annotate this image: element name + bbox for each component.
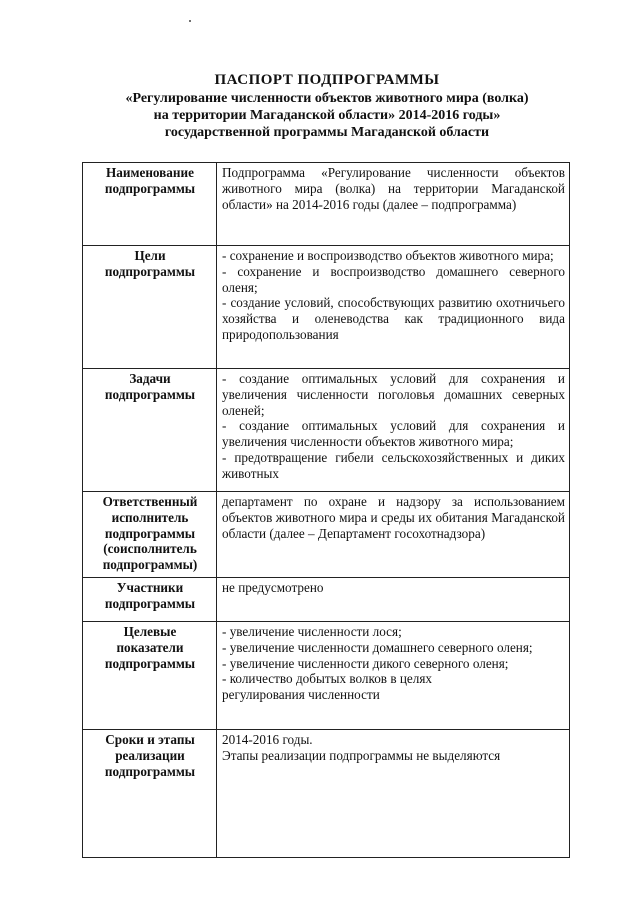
row-label-line: подпрограммы bbox=[104, 263, 196, 279]
row-value-line: - сохранение и воспроизводство объектов животного мира; bbox=[222, 248, 554, 263]
passport-row-terms bbox=[83, 730, 570, 858]
row-value-line: - увеличение численности домашнего северного оленя; bbox=[222, 639, 533, 655]
row-value bbox=[217, 369, 570, 492]
row-label-line: Участники bbox=[116, 580, 184, 595]
row-value-line: - количество добытых волков в целях bbox=[222, 671, 432, 687]
row-label-line: Цели bbox=[134, 248, 166, 263]
row-value-line: - создание условий, способствующих развитию охотничьего хозяйства и оленеводства как традиционного вида природопользования bbox=[222, 295, 565, 342]
row-label bbox=[83, 492, 217, 578]
row-value-line: не предусмотрено bbox=[222, 580, 324, 595]
row-label bbox=[83, 246, 217, 369]
subtitle-line: на территории Магаданской области» 2014-2016 годы» bbox=[153, 108, 501, 123]
row-label-line: (соисполнитель bbox=[103, 541, 197, 557]
row-value-line: 2014-2016 годы. bbox=[222, 732, 313, 747]
row-value-line: - сохранение и воспроизводство домашнего северного оленя; bbox=[222, 263, 565, 295]
row-value-line: - предотвращение гибели сельскохозяйственных и диких животных bbox=[222, 449, 565, 481]
document-heading bbox=[60, 72, 594, 141]
row-label-line: Задачи bbox=[129, 371, 171, 386]
row-label-line: Наименование bbox=[106, 165, 194, 180]
row-label-line: Ответственный bbox=[102, 494, 198, 509]
row-value bbox=[217, 730, 570, 858]
row-label-line: подпрограммы) bbox=[102, 557, 198, 573]
passport-row-indicators bbox=[83, 622, 570, 730]
row-value-line: Этапы реализации подпрограммы не выделяются bbox=[222, 747, 501, 763]
row-label bbox=[83, 730, 217, 858]
row-value bbox=[217, 578, 570, 622]
row-label-line: Сроки и этапы bbox=[105, 732, 195, 747]
passport-row-name bbox=[83, 163, 570, 246]
row-value-line: регулирования численности bbox=[222, 687, 380, 703]
row-value-line: - создание оптимальных условий для сохранения и увеличения численности объектов животного мира; bbox=[222, 418, 565, 450]
row-label bbox=[83, 578, 217, 622]
row-label bbox=[83, 163, 217, 246]
row-label-line: показатели bbox=[116, 639, 184, 655]
row-label-line: подпрограммы bbox=[104, 180, 196, 196]
page-title: ПАСПОРТ ПОДПРОГРАММЫ bbox=[214, 72, 440, 88]
row-label-line: подпрограммы bbox=[104, 386, 196, 402]
row-label-line: реализации bbox=[115, 747, 185, 763]
row-label bbox=[83, 622, 217, 730]
row-value bbox=[217, 163, 570, 246]
row-value-line: Подпрограмма «Регулирование численности объектов животного мира (волка) на территории Магаданской области» на 2014-2016 годы (далее – подпрограмма) bbox=[222, 165, 565, 212]
row-label bbox=[83, 369, 217, 492]
row-value bbox=[217, 246, 570, 369]
row-value-line: департамент по охране и надзору за использованием объектов животного мира и среды их обитания Магаданской области (далее – Департамент госохотнадзора) bbox=[222, 494, 565, 541]
row-label-line: подпрограммы bbox=[104, 525, 196, 541]
row-value bbox=[217, 622, 570, 730]
subtitle-line: государственной программы Магаданской области bbox=[164, 125, 490, 140]
row-value-line: - увеличение численности лося; bbox=[222, 624, 402, 639]
row-label-line: подпрограммы bbox=[104, 763, 196, 779]
row-value-line: - увеличение численности дикого северного оленя; bbox=[222, 655, 509, 671]
row-label-line: Целевые bbox=[123, 624, 177, 639]
passport-row-participants bbox=[83, 578, 570, 622]
passport-row-goals bbox=[83, 246, 570, 369]
row-value-line: - создание оптимальных условий для сохранения и увеличения численности поголовья домашних северных оленей; bbox=[222, 371, 565, 418]
passport-row-executor bbox=[83, 492, 570, 578]
row-label-line: исполнитель bbox=[111, 509, 189, 525]
row-label-line: подпрограммы bbox=[104, 655, 196, 671]
subtitle-line: «Регулирование численности объектов животного мира (волка) bbox=[125, 91, 529, 106]
row-value bbox=[217, 492, 570, 578]
passport-row-tasks bbox=[83, 369, 570, 492]
passport-table bbox=[82, 162, 570, 858]
scan-speck bbox=[189, 20, 191, 22]
row-label-line: подпрограммы bbox=[104, 595, 196, 611]
